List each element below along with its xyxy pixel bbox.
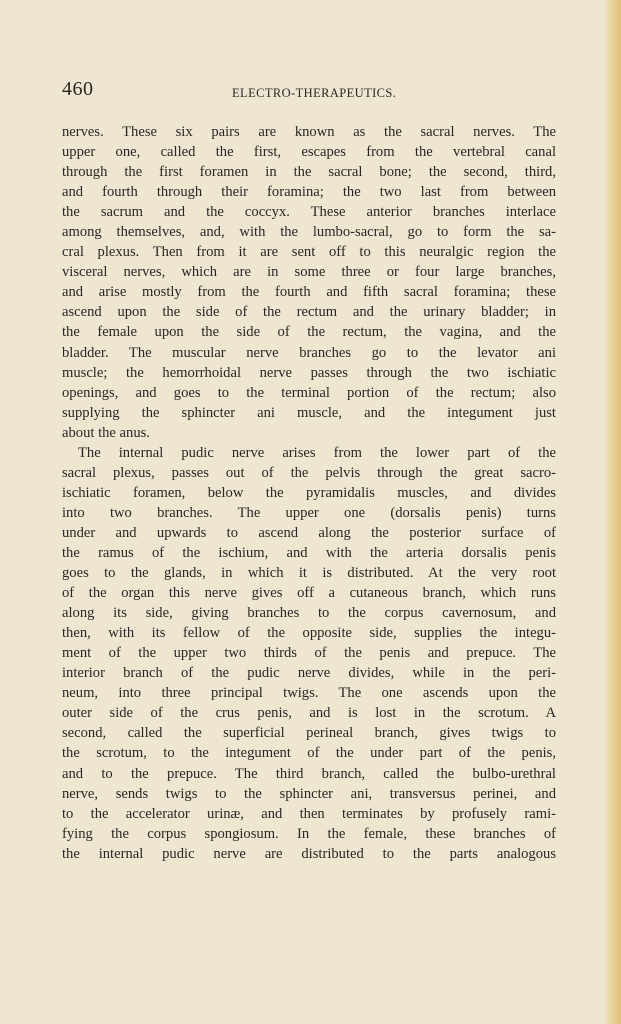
text-line: The internal pudic nerve arises from the lower part of the: [78, 444, 556, 461]
text-line: among themselves, and, with the lumbo-sacral, go to form the sa-: [62, 224, 556, 241]
text-line: nerve, sends twigs to the sphincter ani, transversus perinei, and: [62, 785, 556, 802]
text-line: along its side, giving branches to the corpus cavernosum, and: [62, 605, 556, 622]
text-line: nerves. These six pairs are known as the sacral nerves. The: [62, 124, 556, 140]
text-line: openings, and goes to the terminal portion of the rectum; also: [62, 384, 556, 401]
text-line: muscle; the hemorrhoidal nerve passes through the two ischiatic: [62, 364, 556, 381]
text-line: and arise mostly from the fourth and fifth sacral foramina; these: [62, 284, 556, 301]
paragraph: [62, 122, 556, 443]
text-line: interior branch of the pudic nerve divides, while in the peri-: [62, 665, 556, 682]
text-line: visceral nerves, which are in some three or four large branches,: [62, 264, 556, 281]
text-line: ment of the upper two thirds of the penis and prepuce. The: [62, 645, 556, 662]
text-line: upper one, called the first, escapes from the vertebral canal: [62, 144, 556, 161]
text-line: outer side of the crus penis, and is lost in the scrotum. A: [62, 705, 556, 722]
text-line: through the first foramen in the sacral bone; the second, third,: [62, 164, 556, 181]
text-line: to the accelerator urinæ, and then terminates by profusely rami-: [62, 805, 556, 822]
text-line: the internal pudic nerve are distributed to the parts analogous: [62, 845, 556, 862]
text-line: cral plexus. Then from it are sent off to this neuralgic region the: [62, 244, 556, 261]
text-line: the female upon the side of the rectum, the vagina, and the: [62, 324, 556, 341]
text-line: then, with its fellow of the opposite side, supplies the integu-: [62, 625, 556, 642]
text-line: the scrotum, to the integument of the under part of the penis,: [62, 745, 556, 762]
page-edge-shadow: [603, 0, 621, 1024]
page-header: [62, 78, 556, 104]
text-line: second, called the superficial perineal branch, gives twigs to: [62, 725, 556, 742]
text-line: bladder. The muscular nerve branches go to the levator ani: [62, 344, 556, 361]
text-line: ischiatic foramen, below the pyramidalis muscles, and divides: [62, 484, 556, 501]
text-line: and to the prepuce. The third branch, called the bulbo-urethral: [62, 765, 556, 782]
running-head: ELECTRO-THERAPEUTICS.: [232, 86, 397, 100]
book-page: [62, 78, 556, 864]
text-line: about the anus.: [62, 424, 150, 441]
text-line: of the organ this nerve gives off a cutaneous branch, which runs: [62, 585, 556, 602]
page-number: 460: [62, 78, 94, 100]
body-text: [62, 122, 556, 864]
paragraph: [62, 443, 556, 864]
text-line: goes to the glands, in which it is distributed. At the very root: [62, 565, 556, 582]
text-line: fying the corpus spongiosum. In the female, these branches of: [62, 825, 556, 842]
text-line: the sacrum and the coccyx. These anterior branches interlace: [62, 204, 556, 221]
text-line: the ramus of the ischium, and with the arteria dorsalis penis: [62, 544, 556, 561]
text-line: supplying the sphincter ani muscle, and the integument just: [62, 404, 556, 421]
text-line: sacral plexus, passes out of the pelvis through the great sacro-: [62, 464, 556, 481]
text-line: and fourth through their foramina; the two last from between: [62, 184, 556, 201]
text-line: ascend upon the side of the rectum and the urinary bladder; in: [62, 304, 556, 321]
text-line: into two branches. The upper one (dorsalis penis) turns: [62, 504, 556, 521]
text-line: neum, into three principal twigs. The one ascends upon the: [62, 685, 556, 702]
text-line: under and upwards to ascend along the posterior surface of: [62, 524, 556, 541]
